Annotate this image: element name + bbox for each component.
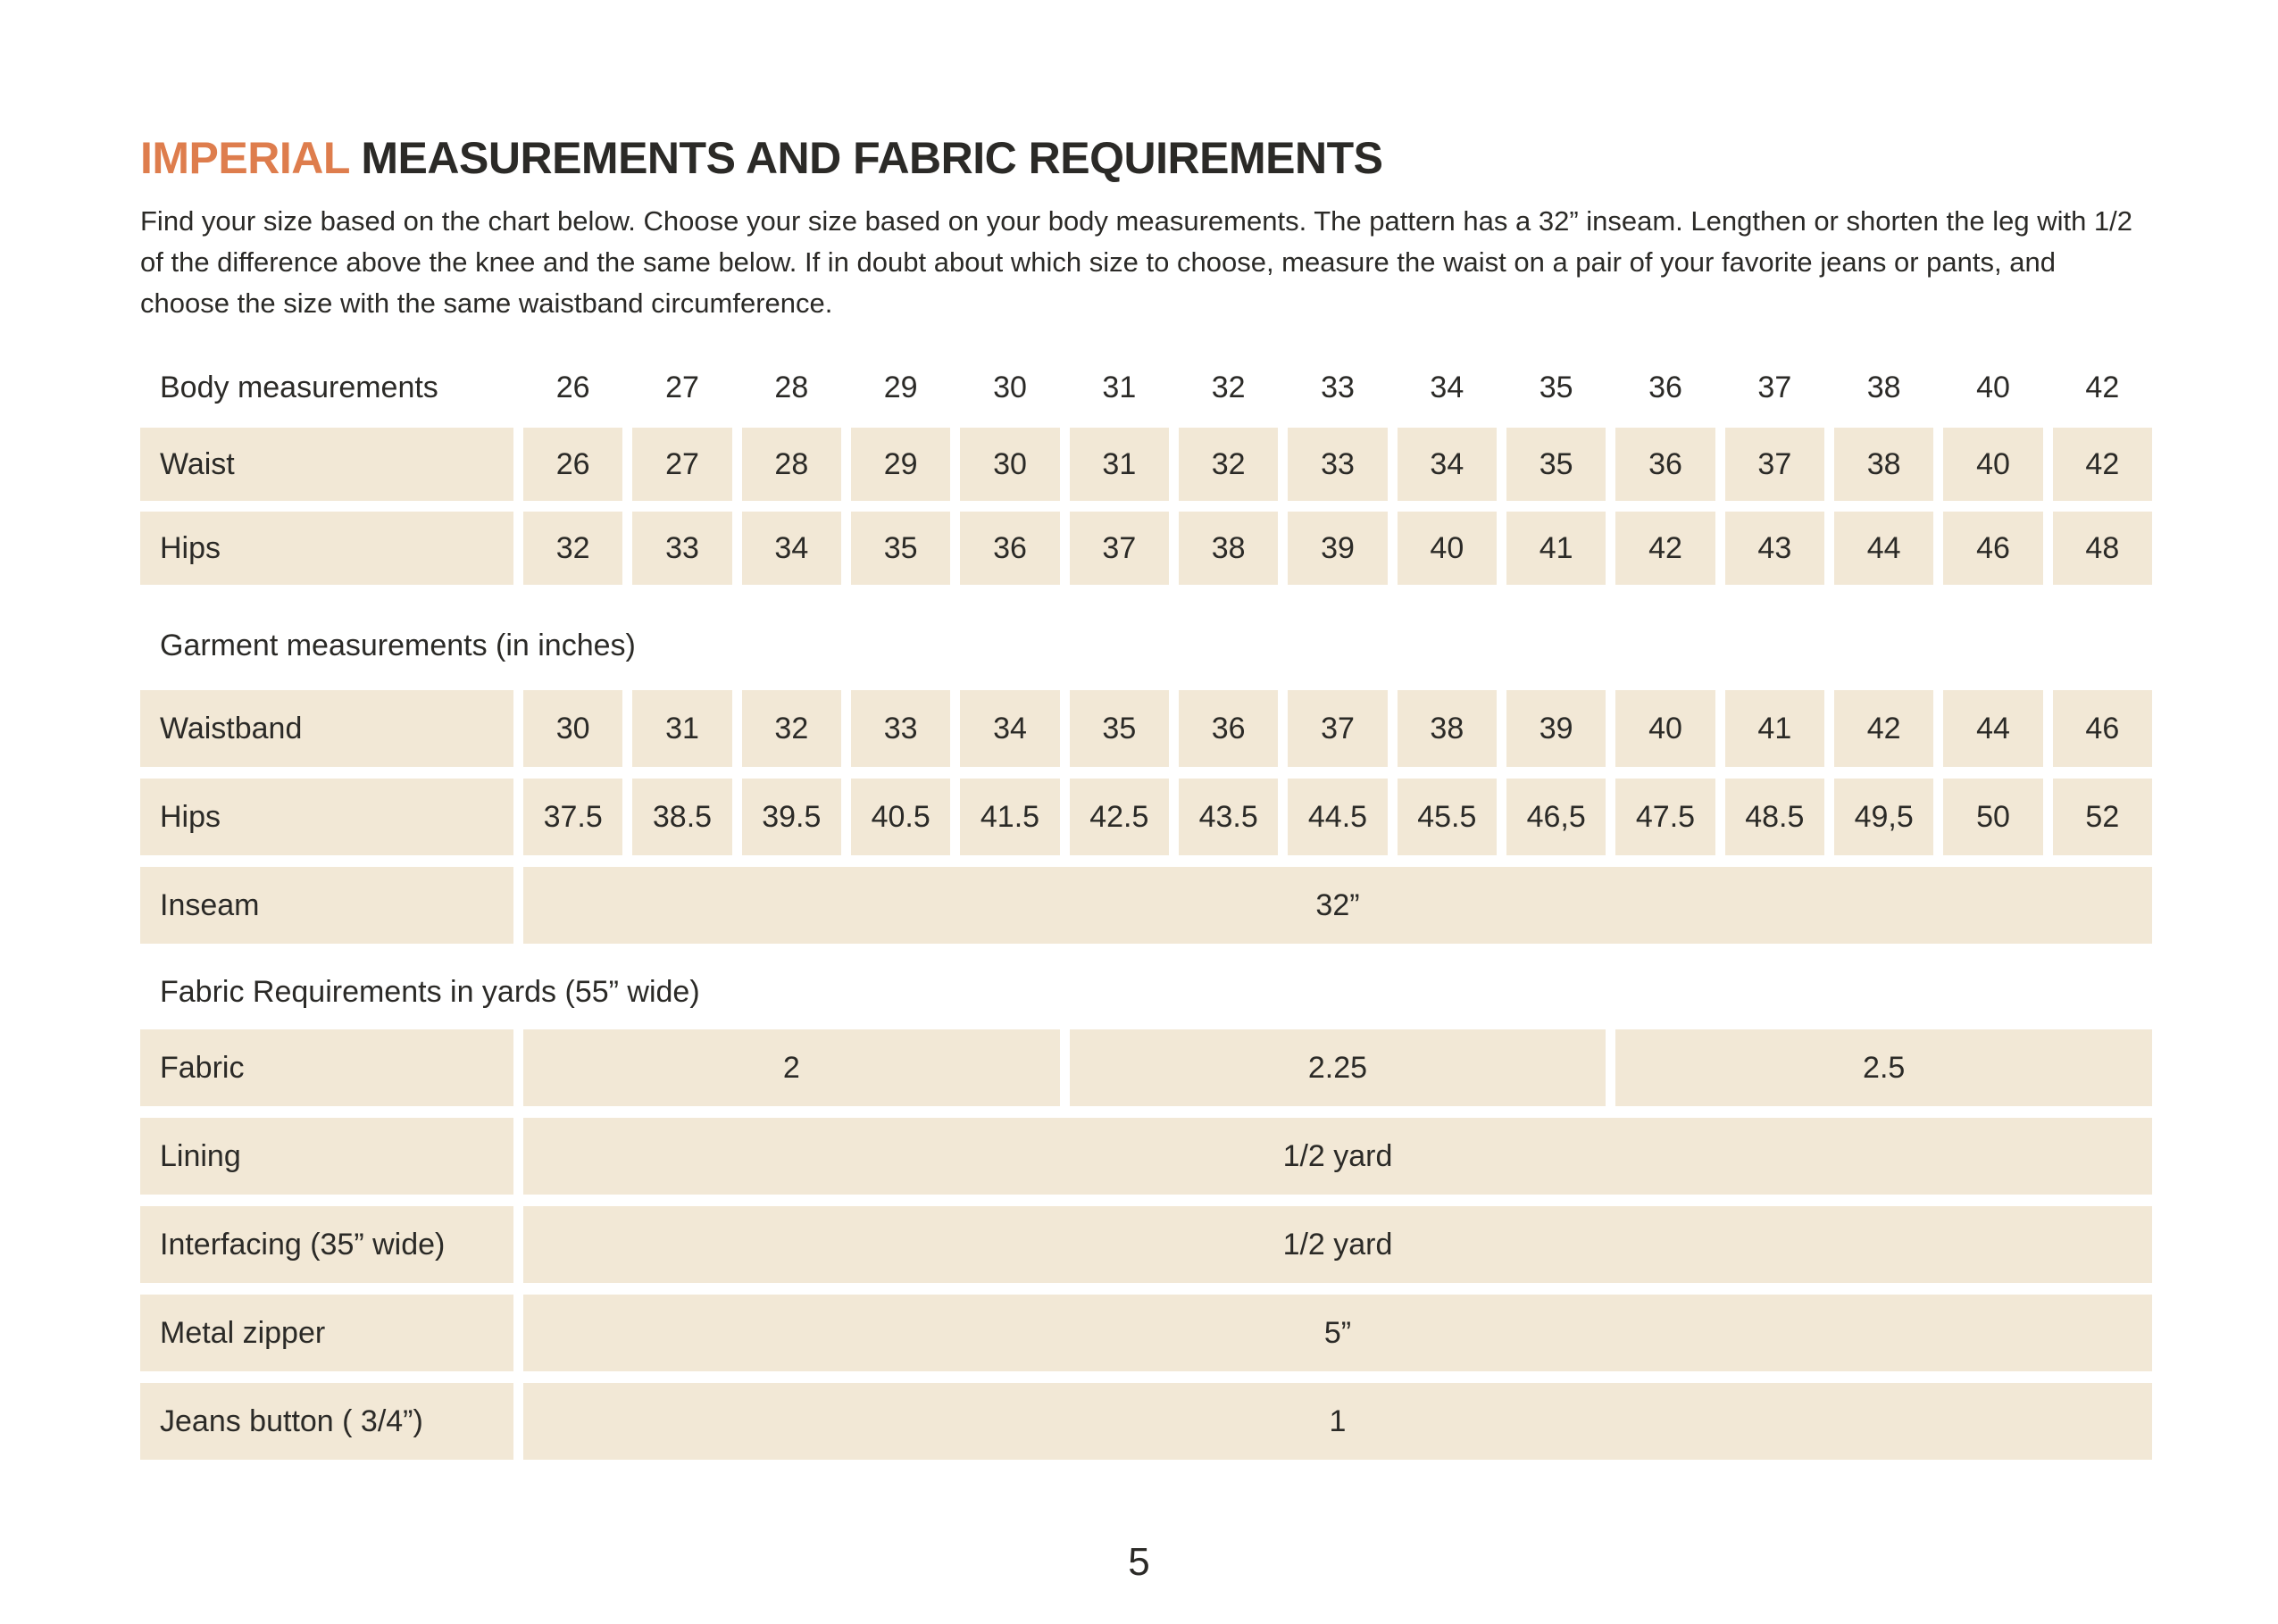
value-cell: 38 (1834, 428, 1933, 501)
value-cell: 44 (1943, 690, 2042, 767)
value-cell: 36 (1179, 690, 1278, 767)
row-label: Metal zipper (140, 1295, 513, 1371)
size-column-header: 32 (1211, 370, 1246, 404)
value-cell: 48.5 (1725, 779, 1824, 855)
value-cell: 52 (2053, 779, 2152, 855)
value-cell: 34 (1398, 428, 1497, 501)
table-row (140, 1118, 2152, 1195)
value-cell: 42.5 (1070, 779, 1169, 855)
fabric-requirements-label: Fabric Requirements in yards (55” wide) (160, 975, 700, 1009)
size-column-header: 37 (1757, 370, 1792, 404)
value-cell: 26 (523, 428, 622, 501)
value-cell: 30 (960, 428, 1059, 501)
value-cell: 46 (1943, 512, 2042, 585)
size-column-header: 33 (1321, 370, 1355, 404)
page-content (140, 134, 2152, 1471)
size-column-header: 27 (665, 370, 699, 404)
value-cell: 50 (1943, 779, 2042, 855)
body-measurements-label: Body measurements (160, 370, 438, 404)
value-cell: 39.5 (742, 779, 841, 855)
value-cell: 36 (960, 512, 1059, 585)
table-row (140, 690, 2152, 767)
value-cell: 43.5 (1179, 779, 1278, 855)
value-cell: 42 (2053, 428, 2152, 501)
value-cell: 40.5 (851, 779, 950, 855)
size-column-header: 26 (555, 370, 590, 404)
value-cell: 27 (632, 428, 731, 501)
garment-measurements-label: Garment measurements (in inches) (160, 629, 636, 662)
value-cell: 48 (2053, 512, 2152, 585)
value-cell: 41.5 (960, 779, 1059, 855)
size-column-header: 28 (774, 370, 809, 404)
size-column-header: 42 (2085, 370, 2120, 404)
value-cell: 33 (1288, 428, 1387, 501)
value-cell: 43 (1725, 512, 1824, 585)
value-cell: 33 (632, 512, 731, 585)
fabric-value-cell: 2 (523, 1029, 1060, 1106)
row-label: Hips (140, 512, 513, 585)
row-label: Waist (140, 428, 513, 501)
value-cell: 37.5 (523, 779, 622, 855)
table-row (140, 779, 2152, 855)
fabric-value-cell: 2.25 (1070, 1029, 1606, 1106)
inseam-value-cell: 32” (523, 867, 2152, 944)
row-label: Hips (140, 779, 513, 855)
value-cell: 46 (2053, 690, 2152, 767)
page-number: 5 (1128, 1540, 1150, 1584)
value-cell: 31 (632, 690, 731, 767)
page-title (140, 134, 2152, 183)
row-label: Interfacing (35” wide) (140, 1206, 513, 1283)
size-column-header: 38 (1866, 370, 1901, 404)
table-row (140, 512, 2152, 585)
value-cell: 38.5 (632, 779, 731, 855)
title-rest: MEASUREMENTS AND FABRIC REQUIREMENTS (349, 133, 1383, 183)
body-measurements-header-row (140, 365, 2152, 410)
value-cell: 37 (1070, 512, 1169, 585)
value-cell: 39 (1506, 690, 1606, 767)
value-cell: 32 (523, 512, 622, 585)
value-cell: 41 (1725, 690, 1824, 767)
value-cell: 40 (1943, 428, 2042, 501)
value-cell: 34 (742, 512, 841, 585)
table-row-inseam (140, 867, 2152, 944)
row-value-cell: 1/2 yard (523, 1118, 2152, 1195)
value-cell: 41 (1506, 512, 1606, 585)
value-cell: 47.5 (1615, 779, 1715, 855)
value-cell: 49,5 (1834, 779, 1933, 855)
size-column-header: 30 (993, 370, 1027, 404)
row-value-cell: 1 (523, 1383, 2152, 1460)
value-cell: 38 (1179, 512, 1278, 585)
size-column-header: 40 (1976, 370, 2010, 404)
value-cell: 42 (1615, 512, 1715, 585)
row-value-cell: 5” (523, 1295, 2152, 1371)
size-column-header: 29 (883, 370, 918, 404)
value-cell: 39 (1288, 512, 1387, 585)
intro-paragraph: Find your size based on the chart below. Choose your size based on your body measurements. The pattern has a 32” inseam. Lengthen or shorten the leg with 1/2 of the difference above the knee and the same below. If in doubt about which size to choose, measure the waist on a pair of your favorite jeans or pants, and choose the size with the same waistband circumference. (140, 205, 2133, 319)
value-cell: 36 (1615, 428, 1715, 501)
row-label: Inseam (140, 867, 513, 944)
row-label: Fabric (140, 1029, 513, 1106)
value-cell: 32 (1179, 428, 1278, 501)
size-column-header: 35 (1539, 370, 1573, 404)
value-cell: 37 (1725, 428, 1824, 501)
size-column-header: 36 (1648, 370, 1682, 404)
table-row-fabric (140, 1029, 2152, 1106)
row-label: Waistband (140, 690, 513, 767)
value-cell: 30 (523, 690, 622, 767)
row-label: Lining (140, 1118, 513, 1195)
value-cell: 35 (1070, 690, 1169, 767)
row-value-cell: 1/2 yard (523, 1206, 2152, 1283)
table-row (140, 428, 2152, 501)
value-cell: 40 (1615, 690, 1715, 767)
value-cell: 42 (1834, 690, 1933, 767)
table-row (140, 1295, 2152, 1371)
value-cell: 38 (1398, 690, 1497, 767)
title-highlight: IMPERIAL (140, 133, 349, 183)
value-cell: 32 (742, 690, 841, 767)
value-cell: 40 (1398, 512, 1497, 585)
fabric-value-cell: 2.5 (1615, 1029, 2152, 1106)
value-cell: 37 (1288, 690, 1387, 767)
value-cell: 35 (1506, 428, 1606, 501)
value-cell: 44 (1834, 512, 1933, 585)
value-cell: 44.5 (1288, 779, 1387, 855)
value-cell: 45.5 (1398, 779, 1497, 855)
value-cell: 33 (851, 690, 950, 767)
size-chart (140, 365, 2152, 1460)
value-cell: 29 (851, 428, 950, 501)
value-cell: 31 (1070, 428, 1169, 501)
table-row (140, 1383, 2152, 1460)
row-label: Jeans button ( 3/4”) (140, 1383, 513, 1460)
value-cell: 46,5 (1506, 779, 1606, 855)
value-cell: 34 (960, 690, 1059, 767)
value-cell: 35 (851, 512, 950, 585)
table-row (140, 1206, 2152, 1283)
size-column-header: 34 (1430, 370, 1464, 404)
value-cell: 28 (742, 428, 841, 501)
size-column-header: 31 (1102, 370, 1137, 404)
